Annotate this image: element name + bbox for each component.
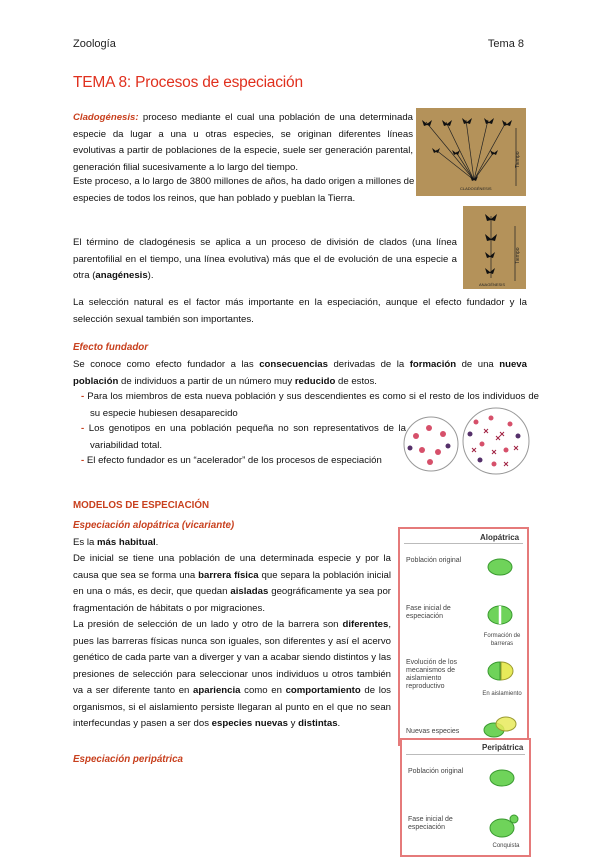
alo-side-2: En aislamiento: [482, 691, 522, 697]
fundador-bold-4: reducido: [294, 375, 336, 387]
peripatrica-heading: Especiación peripátrica: [73, 754, 183, 765]
fundador-text-4: de individuos a partir de un número muy: [118, 375, 295, 387]
seleccion-paragraph: La selección natural es el factor más importante en la especiación, aunque el efecto fundador y la selección sexual también son importantes.: [73, 297, 527, 325]
header-right: Tema 8: [487, 38, 524, 50]
alo-row-3: Evolución de los mecanismos de aislamiento reproductivo: [406, 659, 457, 690]
peripatrica-shapes: [402, 740, 529, 850]
anagenesis-bold: anagénesis: [95, 270, 148, 281]
alopatrica-fig-title: Alopátrica: [480, 533, 520, 542]
anagenesis-post: ).: [147, 270, 154, 281]
fundador-text-3: de una: [456, 359, 500, 370]
clado-label: CLADOGÉNESIS: [460, 186, 492, 191]
alo-l1c: .: [155, 537, 159, 548]
peripatrica-fig-title: Peripátrica: [482, 743, 524, 752]
alo-p2e: geográficamente ya sea por fragmentación de hábitats o por migraciones.: [73, 586, 391, 614]
alo-p3d: apariencia: [193, 685, 241, 696]
founder-effect-diagram: [396, 404, 530, 478]
fundador-heading: Efecto fundador: [73, 342, 149, 353]
header-left: Zoología: [73, 38, 116, 50]
fundador-bold-3: nueva población: [73, 359, 527, 387]
alo-row-1: Población original: [406, 557, 462, 564]
anagenesis-pre: El término de cladogénesis se aplica a un proceso de división de clados (una línea parentofilial en el tiempo, una línea evolutiva) más que el de evolución de una especie a otra (: [73, 237, 457, 281]
fundador-text-1: Se conoce como efecto fundador a las: [73, 359, 260, 370]
alopatrica-paragraph-2: [73, 551, 391, 617]
cladogenesis-paragraph: [73, 110, 413, 176]
alopatrica-paragraph-3: [73, 617, 391, 733]
alopatrica-shapes: [400, 529, 527, 744]
founder-effect-figure: [396, 404, 530, 478]
alo-l1b: más habitual: [97, 537, 156, 548]
modelos-heading: MODELOS DE ESPECIACIÓN: [73, 500, 210, 511]
alo-p2a: De inicial se tiene una población de una determinada especie y por la causa que sea se forma una: [73, 553, 391, 581]
alo-p2c: que separa la población inicial en una o más, es decir, que quedan: [73, 569, 392, 597]
peri-side-1: Conquista: [492, 843, 520, 849]
fundador-bold-2: formación: [409, 359, 457, 370]
alo-p3a: La presión de selección de un lado y otro de la barrera son: [73, 619, 343, 630]
cladogenesis-text: proceso mediante el cual una población de una determinada especie da lugar a una u otras especies, se originan diferentes líneas evolutivas a partir de poblaciones de la especie, suele ser generación parental, generación filial sucesivamente a lo largo del tiempo.: [73, 112, 413, 173]
alo-row-2: Fase inicial de especiación: [406, 605, 451, 620]
alo-p3b: diferentes: [342, 619, 389, 630]
peri-row-1: Población original: [408, 768, 464, 775]
alo-l1a: Es la: [73, 537, 97, 548]
peri-row-2: Fase inicial de especiación: [408, 816, 453, 831]
bullet-text: El efecto fundador es un “acelerador” de los procesos de especiación: [86, 455, 382, 466]
clado-axis: Tiempo: [515, 151, 521, 168]
bullet-text: Los genotipos en una población pequeña no son representativos de la variabilidad total.: [88, 423, 406, 451]
ana-label: ANAGÉNESIS: [479, 282, 506, 287]
fundador-paragraph: [73, 357, 527, 390]
alo-p3k: .: [337, 718, 341, 729]
fundador-bullet-3: - El efecto fundador es un “acelerador” de los procesos de especiación: [81, 455, 382, 466]
bullet-text: Para los miembros de esta nueva población y sus descendientes es como si el resto de los individuos de su especie hubiesen desaparecido: [87, 391, 539, 419]
ana-axis: Tiempo: [515, 247, 521, 264]
cladogenesis-paragraph-2: Este proceso, a lo largo de 3800 millones de años, ha dado origen a millones de especies de todos los reinos, que han poblado y pueblan la Tierra.: [73, 176, 415, 204]
alo-p3i: y: [287, 718, 299, 729]
peripatrica-figure: [400, 738, 531, 857]
fundador-text-5: de estos.: [335, 375, 377, 387]
cladogenesis-figure: [416, 108, 526, 196]
alo-p2d: aisladas: [230, 586, 269, 597]
alo-p3j: distintas: [298, 718, 338, 729]
anagenesis-paragraph: [73, 235, 457, 285]
page-title: TEMA 8: Procesos de especiación: [73, 74, 303, 91]
alopatrica-heading: Especiación alopátrica (vicariante): [73, 520, 235, 531]
cladogenesis-term: Cladogénesis:: [73, 112, 139, 123]
anagenesis-diagram: [463, 206, 526, 289]
alo-p3c: , pues las barreras físicas nunca son iguales, son diferentes y así el acervo genético de cada parte van a diverger y van a acabar siendo distintos y las presiones de selección para seleccionar unos individuos u otros también va a ser diferente tanto en: [73, 619, 391, 696]
cladogenesis-tree-diagram: [416, 108, 526, 196]
alo-p3g: de los organismos, si el aislamiento persiste llegaran al punto en el que no sean interfecundas y pasen a ser dos: [73, 685, 391, 729]
alo-side-1: Formación de barreras: [483, 633, 521, 647]
alo-row-4: Nuevas especies: [406, 728, 460, 735]
alo-p3f: comportamiento: [285, 685, 361, 696]
fundador-text-2: derivadas de la: [327, 359, 410, 370]
fundador-bullet-1: - Para los miembros de esta nueva población y sus descendientes es como si el resto de los individuos de su especie hubiesen desaparecido: [81, 391, 539, 419]
alo-p2b: barrera física: [198, 569, 259, 581]
alopatrica-figure: [398, 527, 529, 746]
anagenesis-figure: [463, 206, 526, 289]
fundador-bullet-2: - Los genotipos en una población pequeña no son representativos de la variabilidad total.: [81, 423, 406, 451]
alo-p3h: especies nuevas: [211, 718, 288, 729]
alo-p3e: como en: [240, 685, 286, 696]
alopatrica-line-1: [73, 535, 393, 552]
fundador-bold-1: consecuencias: [259, 359, 328, 370]
